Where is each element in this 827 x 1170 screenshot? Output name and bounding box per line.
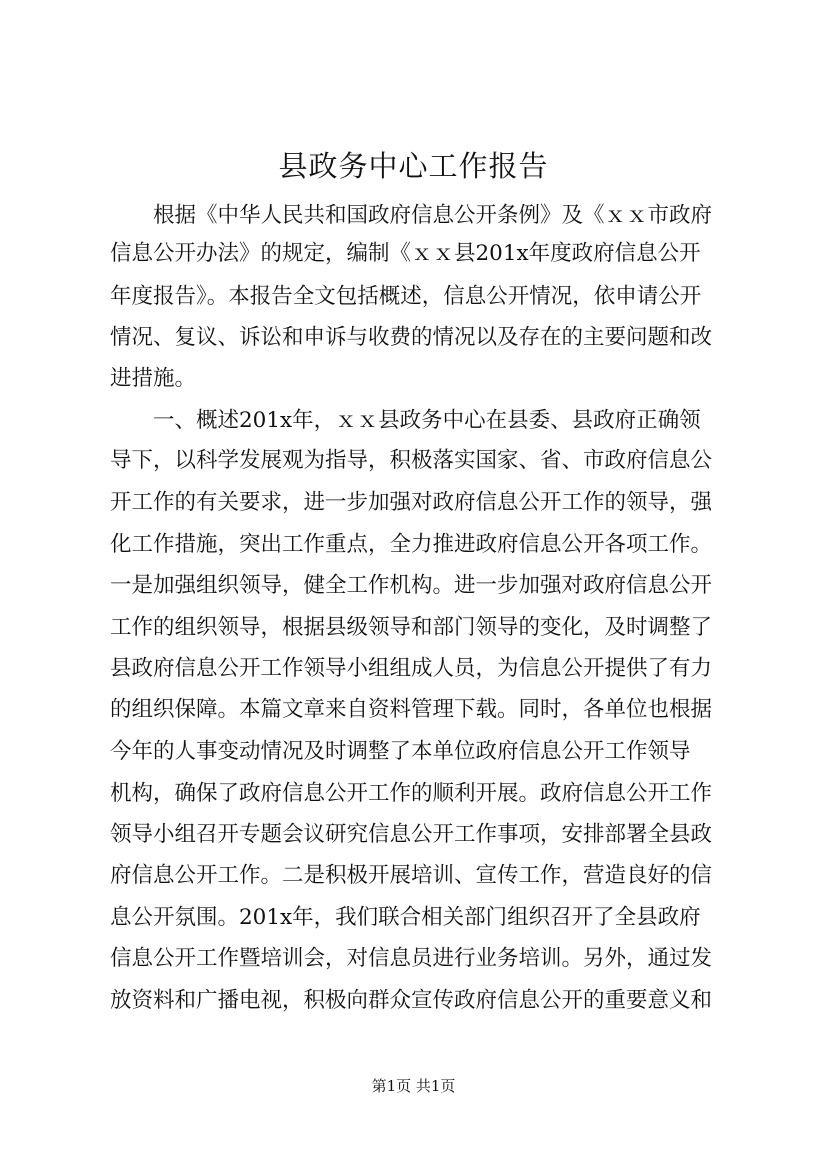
body-line: 的组织保障。本篇文章来自资料管理下载。同时，各单位也根据 <box>110 697 713 722</box>
body-line: 信息公开办法》的规定，编制《ｘｘ县201x年度政府信息公开 <box>110 241 701 266</box>
body-line: 根据《中华人民共和国政府信息公开条例》及《ｘｘ市政府 <box>110 203 713 228</box>
body-line: 机构，确保了政府信息公开工作的顺利开展。政府信息公开工作 <box>110 781 713 806</box>
body-line: 进措施。 <box>110 366 197 391</box>
body-line: 开工作的有关要求，进一步加强对政府信息公开工作的领导，强 <box>110 490 713 515</box>
body-line: 一、概述201x年，ｘｘ县政务中心在县委、县政府正确领 <box>110 408 701 433</box>
body-line: 情况、复议、诉讼和申诉与收费的情况以及存在的主要问题和改 <box>110 325 713 350</box>
body-line: 年度报告》。本报告全文包括概述，信息公开情况，依申请公开 <box>110 284 702 309</box>
body-line: 今年的人事变动情况及时调整了本单位政府信息公开工作领导 <box>110 739 691 764</box>
body-line: 一是加强组织领导，健全工作机构。进一步加强对政府信息公开 <box>110 573 713 598</box>
body-line: 领导小组召开专题会议研究信息公开工作事项，安排部署全县政 <box>110 822 713 847</box>
body-line: 放资料和广播电视，积极向群众宣传政府信息公开的重要意义和 <box>110 988 713 1013</box>
body-line: 府信息公开工作。二是积极开展培训、宣传工作，营造良好的信 <box>110 863 713 888</box>
body-line: 化工作措施，突出工作重点，全力推进政府信息公开各项工作。 <box>110 532 713 557</box>
body-line: 导下，以科学发展观为指导，积极落实国家、省、市政府信息公 <box>110 448 713 473</box>
page-footer: 第1页 共1页 <box>371 1077 456 1095</box>
body-line: 县政府信息公开工作领导小组组成人员，为信息公开提供了有力 <box>110 656 713 681</box>
body-line: 工作的组织领导，根据县级领导和部门领导的变化，及时调整了 <box>110 615 713 640</box>
body-line: 息公开氛围。201x年，我们联合相关部门组织召开了全县政府 <box>110 905 701 930</box>
document-title: 县政务中心工作报告 <box>278 149 549 183</box>
body-line: 信息公开工作暨培训会，对信息员进行业务培训。另外，通过发 <box>110 946 713 971</box>
